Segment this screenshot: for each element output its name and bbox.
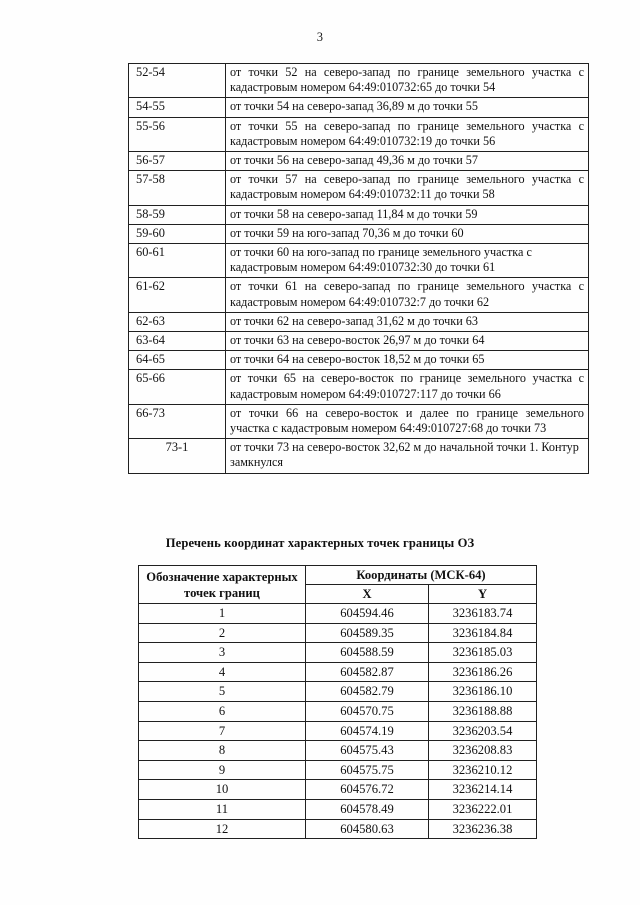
segment-description: от точки 52 на северо-запад по границе земельного участка с кадастровым номером 64:49:010732:65 до точки 54	[226, 64, 589, 98]
boundary-description-table-body	[129, 64, 589, 474]
coordinate-x-value: 604576.72	[306, 780, 429, 800]
table-row	[129, 404, 589, 438]
coordinate-y-value: 3236210.12	[429, 760, 537, 780]
coordinate-x-value: 604578.49	[306, 799, 429, 819]
coordinate-point-number: 5	[139, 682, 306, 702]
table-row	[129, 439, 589, 473]
table-row	[129, 278, 589, 312]
coordinate-x-value: 604588.59	[306, 643, 429, 663]
segment-description: от точки 61 на северо-запад по границе земельного участка с кадастровым номером 64:49:010732:7 до точки 62	[226, 278, 589, 312]
table-row	[139, 623, 537, 643]
segment-label: 56-57	[129, 152, 226, 171]
coordinate-point-number: 2	[139, 623, 306, 643]
table-row	[129, 98, 589, 117]
coordinate-y-value: 3236186.26	[429, 662, 537, 682]
coordinate-y-value: 3236186.10	[429, 682, 537, 702]
coordinate-x-value: 604594.46	[306, 604, 429, 624]
coordinates-table-head	[139, 566, 537, 604]
table-row	[129, 64, 589, 98]
coordinates-header-coordinates: Координаты (МСК-64)	[306, 566, 537, 585]
segment-description: от точки 59 на юго-запад 70,36 м до точки 60	[226, 224, 589, 243]
table-row	[129, 332, 589, 351]
segment-description: от точки 54 на северо-запад 36,89 м до точки 55	[226, 98, 589, 117]
segment-description: от точки 64 на северо-восток 18,52 м до точки 65	[226, 351, 589, 370]
segment-description: от точки 73 на северо-восток 32,62 м до начальной точки 1. Контур замкнулся	[226, 439, 589, 473]
segment-label: 73-1	[129, 439, 226, 473]
segment-label: 62-63	[129, 312, 226, 331]
table-row	[139, 760, 537, 780]
coordinates-section-caption: Перечень координат характерных точек границы ОЗ	[165, 536, 475, 550]
segment-label: 63-64	[129, 332, 226, 351]
coordinate-x-value: 604575.75	[306, 760, 429, 780]
table-row	[129, 351, 589, 370]
coordinate-point-number: 10	[139, 780, 306, 800]
coordinates-header-y: Y	[429, 585, 537, 604]
coordinate-y-value: 3236236.38	[429, 819, 537, 839]
segment-label: 64-65	[129, 351, 226, 370]
table-row	[139, 799, 537, 819]
coordinates-header-x: X	[306, 585, 429, 604]
segment-label: 52-54	[129, 64, 226, 98]
coordinate-x-value: 604582.87	[306, 662, 429, 682]
coordinates-table-container	[138, 565, 536, 839]
coordinate-y-value: 3236183.74	[429, 604, 537, 624]
segment-description: от точки 58 на северо-запад 11,84 м до точки 59	[226, 205, 589, 224]
segment-description: от точки 55 на северо-запад по границе земельного участка с кадастровым номером 64:49:010732:19 до точки 56	[226, 117, 589, 151]
segment-label: 61-62	[129, 278, 226, 312]
coordinate-y-value: 3236203.54	[429, 721, 537, 741]
coordinate-x-value: 604582.79	[306, 682, 429, 702]
table-row	[129, 370, 589, 404]
table-row	[139, 604, 537, 624]
coordinates-table-body	[139, 604, 537, 839]
coordinate-point-number: 9	[139, 760, 306, 780]
segment-label: 60-61	[129, 244, 226, 278]
table-row	[129, 205, 589, 224]
coordinate-y-value: 3236184.84	[429, 623, 537, 643]
boundary-description-table	[128, 63, 589, 474]
page-number: 3	[316, 30, 324, 44]
coordinate-x-value: 604574.19	[306, 721, 429, 741]
table-row	[129, 312, 589, 331]
coordinate-point-number: 8	[139, 741, 306, 761]
boundary-description-table-container	[128, 63, 589, 474]
segment-label: 54-55	[129, 98, 226, 117]
table-row	[139, 741, 537, 761]
coordinate-point-number: 11	[139, 799, 306, 819]
coordinates-table	[138, 565, 537, 839]
table-row	[139, 662, 537, 682]
coordinate-x-value: 604570.75	[306, 701, 429, 721]
coordinate-point-number: 6	[139, 701, 306, 721]
coordinate-y-value: 3236185.03	[429, 643, 537, 663]
table-row	[129, 152, 589, 171]
coordinates-header-point-name: Обозначение характерных точек границ	[139, 566, 306, 604]
coordinate-point-number: 7	[139, 721, 306, 741]
segment-description: от точки 60 на юго-запад по границе земельного участка с кадастровым номером 64:49:010732:30 до точки 61	[226, 244, 589, 278]
table-row	[139, 721, 537, 741]
coordinate-point-number: 3	[139, 643, 306, 663]
table-row	[139, 819, 537, 839]
coordinates-header-row-1	[139, 566, 537, 585]
table-row	[139, 682, 537, 702]
coordinate-point-number: 12	[139, 819, 306, 839]
table-row	[129, 224, 589, 243]
table-row	[129, 244, 589, 278]
coordinate-y-value: 3236214.14	[429, 780, 537, 800]
coordinate-x-value: 604575.43	[306, 741, 429, 761]
table-row	[129, 171, 589, 205]
table-row	[139, 643, 537, 663]
coordinate-y-value: 3236188.88	[429, 701, 537, 721]
segment-description: от точки 57 на северо-запад по границе земельного участка с кадастровым номером 64:49:010732:11 до точки 58	[226, 171, 589, 205]
segment-label: 55-56	[129, 117, 226, 151]
segment-label: 59-60	[129, 224, 226, 243]
table-row	[139, 780, 537, 800]
coordinate-y-value: 3236222.01	[429, 799, 537, 819]
table-row	[129, 117, 589, 151]
table-row	[139, 701, 537, 721]
segment-description: от точки 66 на северо-восток и далее по границе земельного участка с кадастровым номером 64:49:010727:68 до точки 73	[226, 404, 589, 438]
segment-label: 65-66	[129, 370, 226, 404]
segment-description: от точки 63 на северо-восток 26,97 м до точки 64	[226, 332, 589, 351]
coordinate-y-value: 3236208.83	[429, 741, 537, 761]
segment-description: от точки 56 на северо-запад 49,36 м до точки 57	[226, 152, 589, 171]
coordinate-point-number: 1	[139, 604, 306, 624]
coordinate-point-number: 4	[139, 662, 306, 682]
segment-description: от точки 62 на северо-запад 31,62 м до точки 63	[226, 312, 589, 331]
segment-label: 57-58	[129, 171, 226, 205]
segment-description: от точки 65 на северо-восток по границе земельного участка с кадастровым номером 64:49:010727:117 до точки 66	[226, 370, 589, 404]
segment-label: 58-59	[129, 205, 226, 224]
coordinate-x-value: 604589.35	[306, 623, 429, 643]
coordinate-x-value: 604580.63	[306, 819, 429, 839]
segment-label: 66-73	[129, 404, 226, 438]
